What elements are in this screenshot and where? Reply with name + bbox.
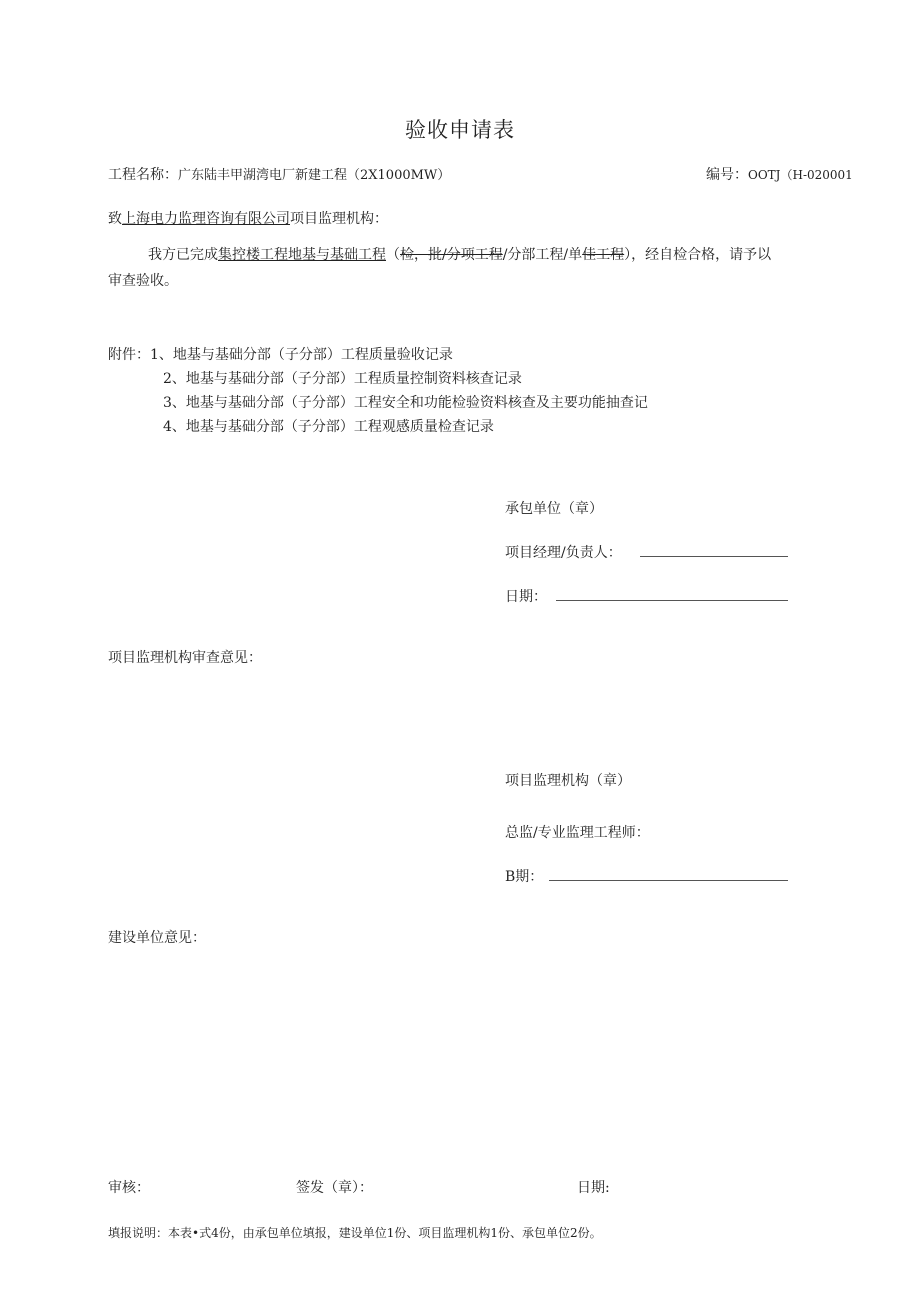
attachments-label: 附件： [108, 347, 150, 363]
attachment-item: 3、地基与基础分部（子分部）工程安全和功能检验资料核查及主要功能抽查记 [163, 395, 648, 411]
attachment-item: 2、地基与基础分部（子分部）工程质量控制资料核查记录 [163, 371, 522, 387]
project-name: 广东陆丰甲湖湾电厂新建工程（2X1000MW） [178, 168, 451, 183]
owner-opinion-label: 建设单位意见： [108, 930, 206, 946]
supervision-date-label: B期： [505, 869, 544, 885]
addressee-suffix: 项目监理机构： [290, 211, 388, 227]
issue-label: 签发（章）： [296, 1180, 373, 1196]
contractor-date-line[interactable] [556, 600, 788, 601]
manager-label: 项目经理/负责人： [505, 545, 622, 561]
attachment-item: 4、地基与基础分部（子分部）工程观感质量检查记录 [163, 419, 494, 435]
supervision-opinion-label: 项目监理机构审查意见： [108, 650, 262, 666]
supervising-engineer-label: 总监/专业监理工程师： [505, 825, 650, 841]
form-number [706, 164, 853, 184]
statement-line-2: 审查验收。 [108, 273, 178, 289]
addressee-org: 上海电力监理咨询有限公司 [122, 211, 290, 227]
project-name-row [108, 164, 450, 184]
statement-after: ），经自检合格，请予以 [624, 247, 772, 263]
supervision-seal: 项目监理机构（章） [505, 773, 631, 789]
statement-line [148, 244, 771, 264]
statement-struck-option-1: 检，批/分项工程 [400, 247, 503, 263]
statement-work: 集控楼工程地基与基础工程 [218, 247, 386, 263]
statement-lead: 我方已完成 [148, 247, 218, 263]
attachment-item: 1、地基与基础分部（子分部）工程质量验收记录 [150, 347, 453, 363]
statement-option-2: /分部工程/单 [502, 247, 583, 263]
contractor-date-label: 日期： [505, 589, 547, 605]
supervision-date-line[interactable] [549, 880, 788, 881]
contractor-seal: 承包单位（章） [505, 501, 603, 517]
statement-paren: （ [386, 247, 400, 263]
addressee-prefix: 致 [108, 211, 122, 227]
number-value: OOTJ（H-020001 [748, 168, 853, 182]
footer-date-label: 日期: [577, 1180, 610, 1196]
attachment-first-row [108, 344, 453, 364]
number-label: 编号： [706, 167, 748, 183]
filling-instructions: 填报说明：本表•式4份，由承包单位填报，建设单位1份、项目监理机构1份、承包单位2份。 [108, 1226, 602, 1240]
statement-struck-option-3: 佳工程 [582, 247, 625, 263]
review-label: 审核： [108, 1180, 150, 1196]
page-title: 验收申请表 [405, 118, 515, 142]
addressee-line [108, 208, 388, 228]
manager-signature-line[interactable] [640, 556, 788, 557]
project-label: 工程名称： [108, 167, 178, 183]
